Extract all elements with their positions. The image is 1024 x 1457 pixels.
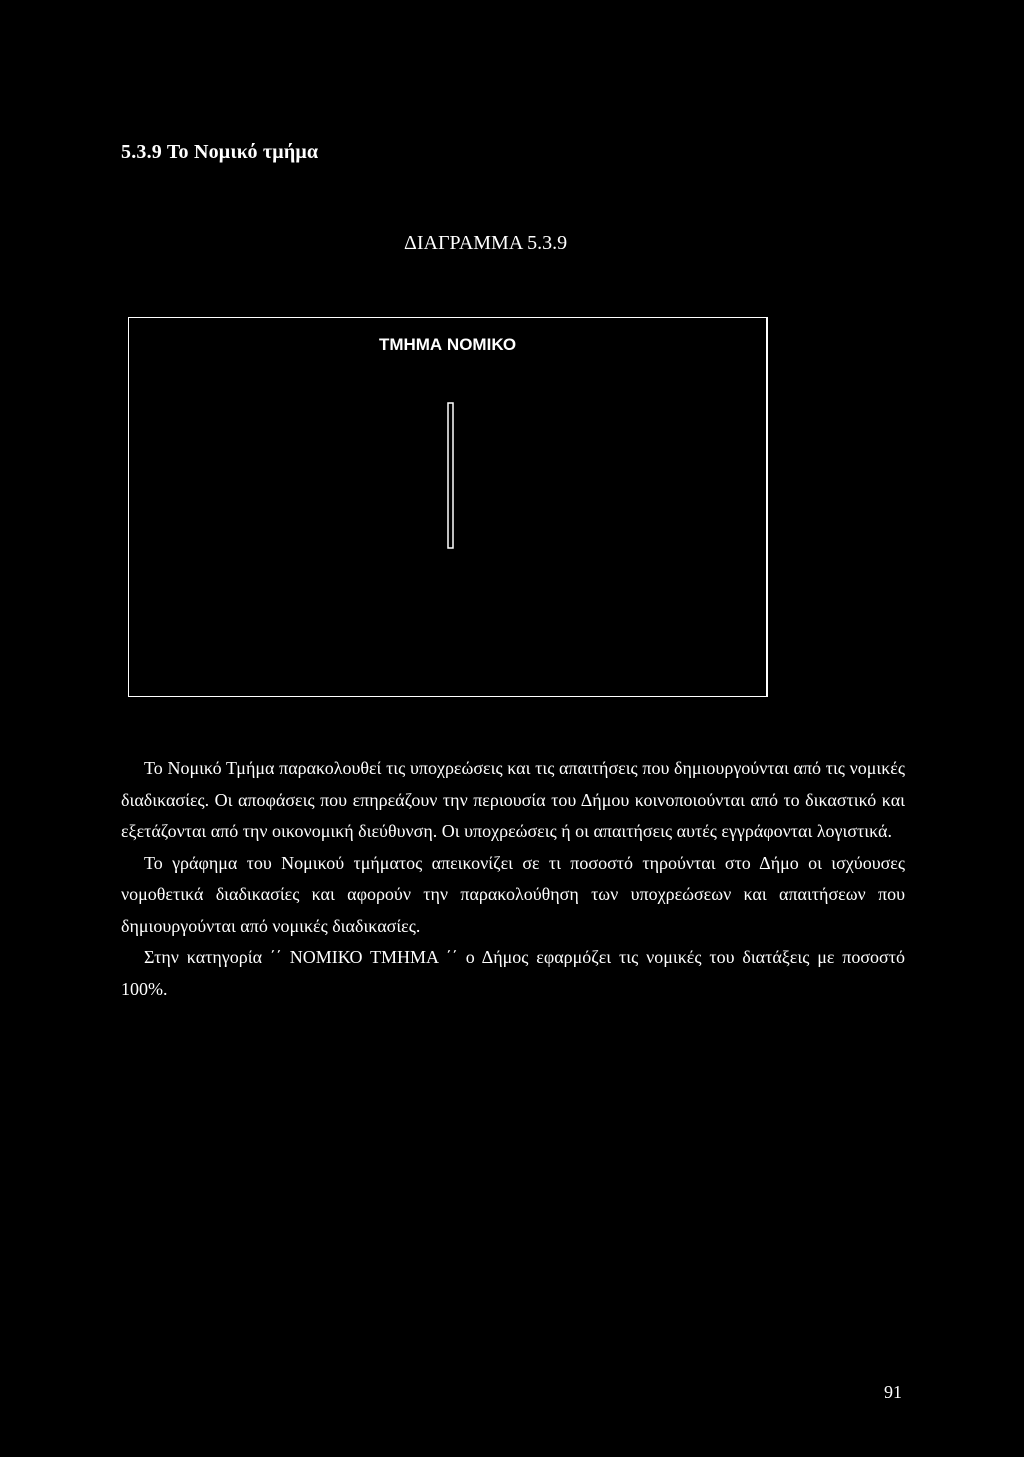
bar-0 [448,403,453,548]
paragraph-chart-description: Το γράφημα του Νομικού τμήματος απεικονίζει σε τι ποσοστό τηρούνται στο Δήμο οι ισχύουσες νομοθετικά διαδικασίες και αφορούν την παρακολούθηση των υποχρεώσεων και απαιτήσεων που δημιουργούνται από νομικές διαδικασίες. [121,852,905,936]
chart-frame [128,317,768,697]
paragraph-legal-dept: Το Νομικό Τμήμα παρακολουθεί τις υποχρεώσεις και τις απαιτήσεις που δημιουργούνται από τις νομικές διαδικασίες. Οι αποφάσεις που επηρεάζουν την περιουσία του Δήμου κοινοποιούνται από το δικαστικό και εξετάζονται από την οικονομική διεύθυνση. Οι υποχρεώσεις ή οι απαιτήσεις αυτές εγγράφονται λογιστικά. [121,758,905,841]
chart-title: ΤΜΗΜΑ ΝΟΜΙΚΟ [378,335,517,354]
paragraph-percentage: Στην κατηγορία ΄΄ ΝΟΜΙΚΟ ΤΜΗΜΑ ΄΄ ο Δήμος εφαρμόζει τις νομικές του διατάξεις με ποσοστό 100%. [121,947,905,999]
bar-chart-plot [129,318,769,698]
body-text [121,753,905,1005]
diagram-label: ΔΙΑΓΡΑΜΜΑ 5.3.9 [404,232,568,254]
page-number: 91 [884,1382,902,1402]
section-heading: 5.3.9 Το Νομικό τμήμα [121,141,319,163]
